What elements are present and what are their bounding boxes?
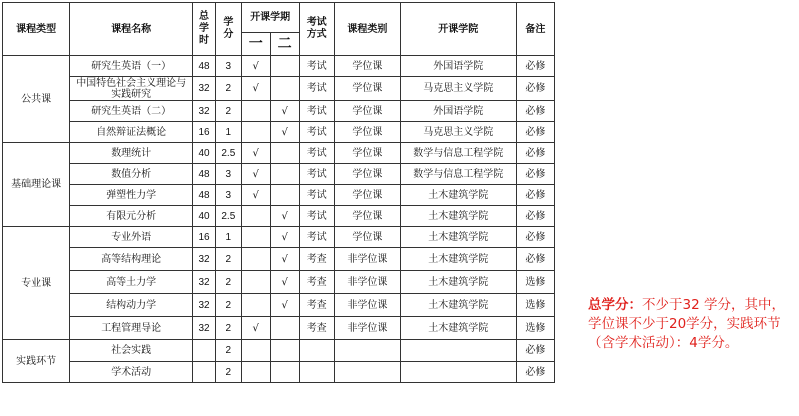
college-cell: 土木建筑学院 [400,271,516,294]
semester-1-cell: √ [241,317,270,340]
course-category-cell [334,340,400,362]
course-name-cell: 数理统计 [70,143,193,164]
semester-2-cell [270,317,299,340]
semester-1-cell [241,362,270,383]
hours-cell [193,362,216,383]
hours-cell: 32 [193,77,216,101]
course-category-cell: 学位课 [334,122,400,143]
course-type-cell: 专业课 [3,227,70,340]
semester-1-cell [241,227,270,248]
remark-cell: 选修 [516,294,554,317]
semester-1-cell: √ [241,185,270,206]
college-cell: 土木建筑学院 [400,294,516,317]
college-cell: 土木建筑学院 [400,227,516,248]
hours-cell: 32 [193,101,216,122]
college-cell: 数学与信息工程学院 [400,164,516,185]
credit-note [588,296,793,353]
credits-cell: 2 [215,101,241,122]
semester-1-cell [241,340,270,362]
hours-cell: 16 [193,227,216,248]
course-type-cell: 实践环节 [3,340,70,383]
exam-method-cell: 考试 [299,143,334,164]
exam-method-cell: 考试 [299,164,334,185]
hours-cell: 32 [193,317,216,340]
semester-2-cell: √ [270,227,299,248]
college-cell: 外国语学院 [400,101,516,122]
semester-2-cell: √ [270,271,299,294]
credits-cell: 3 [215,56,241,77]
course-category-cell: 学位课 [334,227,400,248]
course-name-cell: 弹塑性力学 [70,185,193,206]
semester-1-cell: √ [241,143,270,164]
college-cell [400,340,516,362]
hours-cell: 16 [193,122,216,143]
course-category-cell: 非学位课 [334,271,400,294]
course-category-cell: 非学位课 [334,317,400,340]
course-name-cell: 高等结构理论 [70,248,193,271]
remark-cell: 必修 [516,340,554,362]
credits-cell: 1 [215,122,241,143]
credits-cell: 2 [215,248,241,271]
course-name-cell: 有限元分析 [70,206,193,227]
semester-2-cell [270,143,299,164]
course-name-cell: 结构动力学 [70,294,193,317]
header-course-type: 课程类型 [3,3,70,56]
credit-note-label: 总学分： [588,297,642,313]
semester-2-cell: √ [270,248,299,271]
college-cell: 数学与信息工程学院 [400,143,516,164]
credits-cell: 1 [215,227,241,248]
table-row [3,77,555,101]
remark-cell: 必修 [516,206,554,227]
college-cell: 土木建筑学院 [400,206,516,227]
hours-cell [193,340,216,362]
table-header [3,3,555,56]
header-semester-1: 一 [241,33,270,56]
header-college: 开课学院 [400,3,516,56]
header-total-hours-text: 总学时 [199,11,210,46]
course-name-cell: 自然辩证法概论 [70,122,193,143]
header-semester: 开课学期 [241,3,299,33]
semester-1-cell [241,248,270,271]
college-cell: 外国语学院 [400,56,516,77]
remark-cell: 必修 [516,56,554,77]
header-credits-text: 学分 [223,17,234,40]
course-name-cell: 工程管理导论 [70,317,193,340]
header-exam-method-text: 考试方式 [306,17,327,40]
semester-1-cell [241,206,270,227]
hours-cell: 40 [193,143,216,164]
semester-2-cell [270,185,299,206]
exam-method-cell: 考试 [299,122,334,143]
credits-cell: 3 [215,164,241,185]
course-category-cell: 非学位课 [334,248,400,271]
course-category-cell: 学位课 [334,77,400,101]
exam-method-cell: 考试 [299,185,334,206]
course-name-cell: 研究生英语（二） [70,101,193,122]
table-row [3,248,555,271]
exam-method-cell: 考试 [299,101,334,122]
header-exam-method [299,3,334,56]
remark-cell: 必修 [516,164,554,185]
semester-2-cell [270,56,299,77]
hours-cell: 32 [193,271,216,294]
exam-method-cell [299,340,334,362]
credits-cell: 3 [215,185,241,206]
hours-cell: 40 [193,206,216,227]
course-name-cell: 学术活动 [70,362,193,383]
semester-1-cell: √ [241,56,270,77]
hours-cell: 32 [193,248,216,271]
exam-method-cell: 考查 [299,294,334,317]
course-category-cell: 学位课 [334,206,400,227]
college-cell: 马克思主义学院 [400,77,516,101]
semester-2-cell: √ [270,206,299,227]
table-row [3,294,555,317]
table-body [3,56,555,383]
table-row [3,101,555,122]
exam-method-cell: 考试 [299,206,334,227]
remark-cell: 必修 [516,101,554,122]
header-total-hours [193,3,216,56]
course-category-cell: 学位课 [334,185,400,206]
table-row [3,362,555,383]
semester-2-cell [270,77,299,101]
semester-2-cell: √ [270,294,299,317]
credits-cell: 2 [215,362,241,383]
exam-method-cell: 考试 [299,77,334,101]
hours-cell: 48 [193,185,216,206]
college-cell: 土木建筑学院 [400,317,516,340]
semester-2-cell [270,340,299,362]
semester-2-cell [270,362,299,383]
course-category-cell: 学位课 [334,101,400,122]
course-category-cell: 学位课 [334,143,400,164]
credits-cell: 2 [215,271,241,294]
course-category-cell [334,362,400,383]
exam-method-cell: 考查 [299,271,334,294]
semester-1-cell: √ [241,77,270,101]
course-name-cell: 社会实践 [70,340,193,362]
credits-cell: 2 [215,340,241,362]
table-row [3,271,555,294]
exam-method-cell: 考查 [299,248,334,271]
remark-cell: 必修 [516,185,554,206]
hours-cell: 32 [193,294,216,317]
remark-cell: 选修 [516,271,554,294]
course-category-cell: 非学位课 [334,294,400,317]
remark-cell: 必修 [516,122,554,143]
exam-method-cell: 考试 [299,227,334,248]
remark-cell: 必修 [516,143,554,164]
credits-cell: 2 [215,294,241,317]
table-row [3,317,555,340]
college-cell: 土木建筑学院 [400,248,516,271]
header-semester-2: 二 [270,33,299,56]
table-row [3,143,555,164]
table-row [3,185,555,206]
course-category-cell: 学位课 [334,56,400,77]
course-name-cell: 高等土力学 [70,271,193,294]
course-name-cell: 数值分析 [70,164,193,185]
remark-cell: 必修 [516,77,554,101]
exam-method-cell [299,362,334,383]
semester-2-cell: √ [270,101,299,122]
semester-1-cell [241,294,270,317]
semester-1-cell [241,101,270,122]
header-remark: 备注 [516,3,554,56]
semester-1-cell: √ [241,164,270,185]
curriculum-table [2,2,555,383]
college-cell: 土木建筑学院 [400,185,516,206]
table-row [3,227,555,248]
table-row [3,122,555,143]
header-course-category: 课程类别 [334,3,400,56]
credits-cell: 2.5 [215,143,241,164]
hours-cell: 48 [193,56,216,77]
header-credits [215,3,241,56]
remark-cell: 选修 [516,317,554,340]
course-type-cell: 基础理论课 [3,143,70,227]
course-name-cell: 专业外语 [70,227,193,248]
credits-cell: 2 [215,317,241,340]
course-name-cell: 研究生英语（一） [70,56,193,77]
credits-cell: 2 [215,77,241,101]
college-cell [400,362,516,383]
course-category-cell: 学位课 [334,164,400,185]
hours-cell: 48 [193,164,216,185]
semester-2-cell [270,164,299,185]
college-cell: 马克思主义学院 [400,122,516,143]
credits-cell: 2.5 [215,206,241,227]
remark-cell: 必修 [516,248,554,271]
header-course-name: 课程名称 [70,3,193,56]
remark-cell: 必修 [516,227,554,248]
course-type-cell: 公共课 [3,56,70,143]
table-row [3,56,555,77]
table-row [3,340,555,362]
credit-note-text: 不少于32 学分，其中，学位课不少于20学分，实践环节（含学术活动）：4学分。 [588,297,785,351]
course-name-cell: 中国特色社会主义理论与实践研究 [70,77,193,101]
remark-cell: 必修 [516,362,554,383]
semester-2-cell: √ [270,122,299,143]
semester-1-cell [241,271,270,294]
semester-1-cell [241,122,270,143]
exam-method-cell: 考查 [299,317,334,340]
table-row [3,164,555,185]
table-row [3,206,555,227]
exam-method-cell: 考试 [299,56,334,77]
